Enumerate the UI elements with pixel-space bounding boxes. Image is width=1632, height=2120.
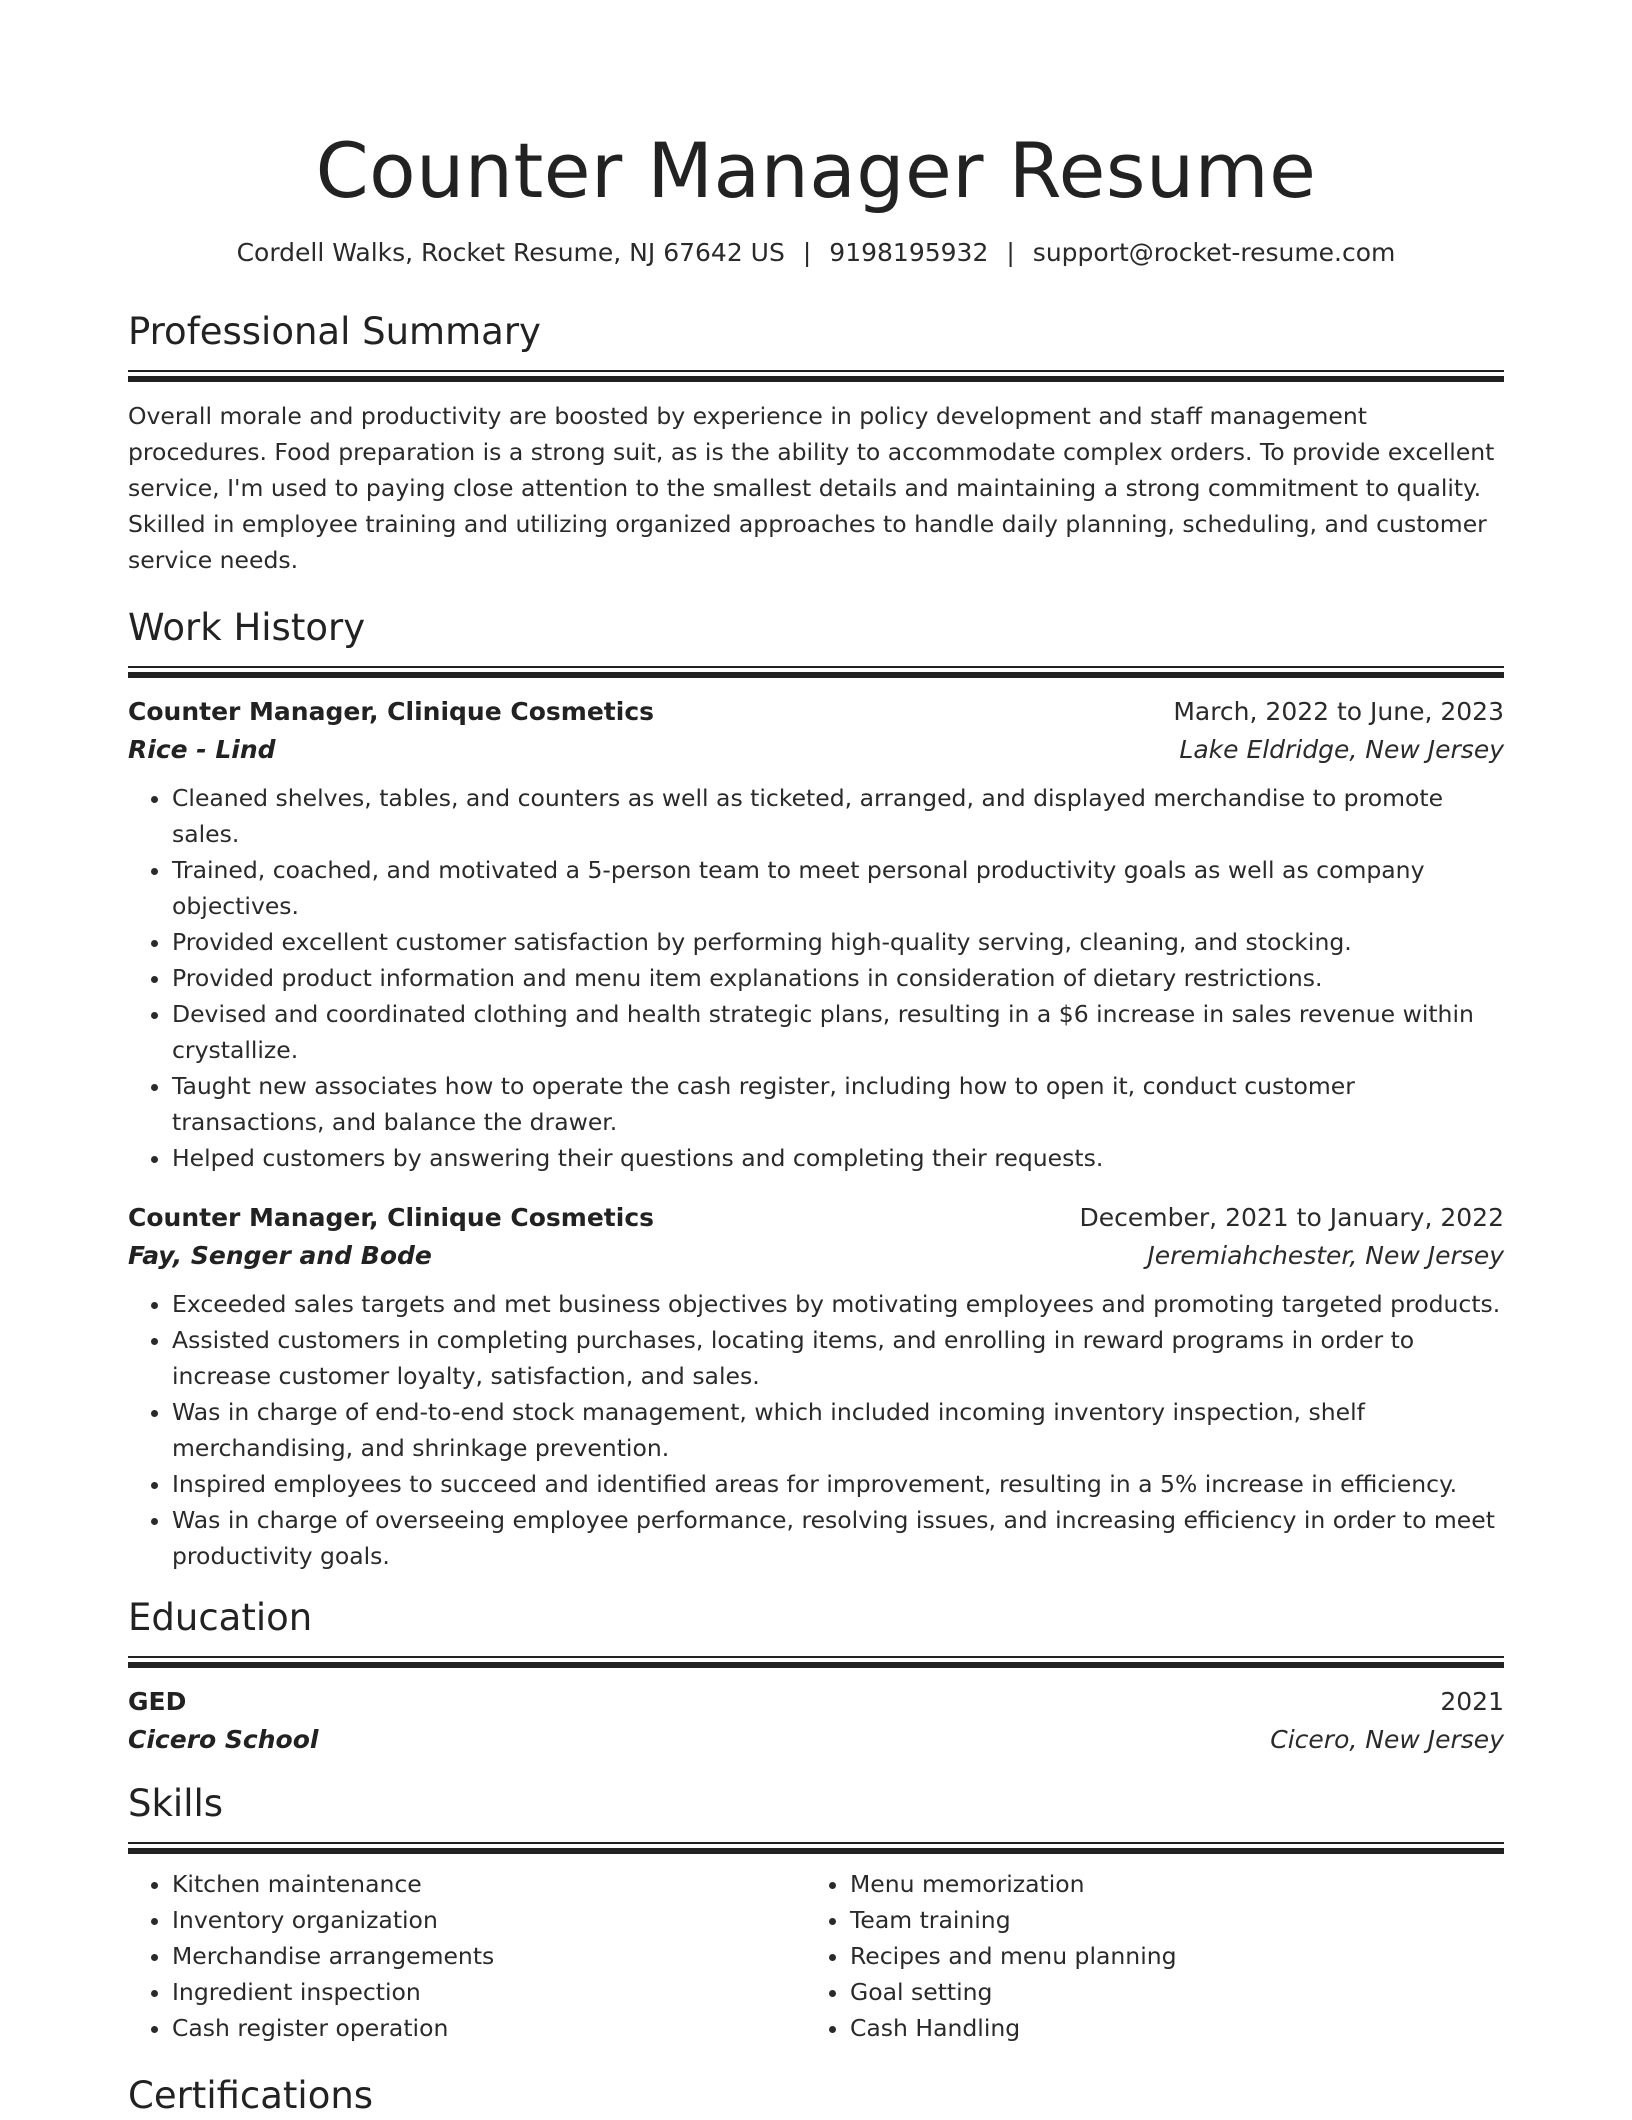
list-item: • Assisted customers in completing purchases, locating items, and enrolling in reward programs in order to increase customer loyalty, satisfaction, and sales. — [172, 1322, 1504, 1394]
skills-section — [128, 1780, 1504, 2046]
job-title: Counter Manager, Clinique Cosmetics — [128, 1203, 655, 1232]
job-dates: March, 2022 to June, 2023 — [1173, 697, 1504, 726]
contact-address: Cordell Walks, Rocket Resume, NJ 67642 US — [236, 238, 785, 267]
skills-grid — [128, 1866, 1504, 2046]
section-heading-education: Education — [128, 1596, 313, 1639]
job-header — [128, 1200, 1504, 1236]
skills-list-right — [806, 1866, 1484, 2046]
section-divider — [128, 1842, 1504, 1854]
certifications-section — [128, 2072, 1504, 2120]
list-item: • Exceeded sales targets and met business objectives by motivating employees and promoting targeted products. — [172, 1286, 1504, 1322]
education-year: 2021 — [1440, 1687, 1504, 1716]
skill-item: • Kitchen maintenance — [172, 1866, 806, 1902]
job-company: Rice - Lind — [128, 735, 276, 764]
job-bullets — [128, 780, 1504, 1176]
job-dates: December, 2021 to January, 2022 — [1079, 1203, 1504, 1232]
education-subheader — [128, 1720, 1504, 1760]
job-subheader — [128, 730, 1504, 770]
skill-item: • Ingredient inspection — [172, 1974, 806, 2010]
resume-page — [128, 0, 1504, 2120]
job-title: Counter Manager, Clinique Cosmetics — [128, 697, 655, 726]
skill-item: • Team training — [850, 1902, 1484, 1938]
skill-item: • Recipes and menu planning — [850, 1938, 1484, 1974]
skill-item: • Merchandise arrangements — [172, 1938, 806, 1974]
job-location: Jeremiahchester, New Jersey — [1147, 1241, 1504, 1270]
contact-separator: | — [802, 238, 812, 267]
list-item: • Was in charge of end-to-end stock management, which included incoming inventory inspection, shelf merchandising, and shrinkage prevention. — [172, 1394, 1504, 1466]
list-item: • Provided product information and menu item explanations in consideration of dietary restrictions. — [172, 960, 1504, 996]
contact-line — [128, 236, 1504, 270]
list-item: • Provided excellent customer satisfaction by performing high-quality serving, cleaning, and stocking. — [172, 924, 1504, 960]
job-bullets — [128, 1286, 1504, 1574]
section-divider — [128, 1656, 1504, 1668]
list-item: • Helped customers by answering their questions and completing their requests. — [172, 1140, 1504, 1176]
list-item: • Was in charge of overseeing employee performance, resolving issues, and increasing efficiency in order to meet productivity goals. — [172, 1502, 1504, 1574]
skill-item: • Inventory organization — [172, 1902, 806, 1938]
job-location: Lake Eldridge, New Jersey — [1179, 735, 1504, 764]
section-divider — [128, 666, 1504, 678]
work-section — [128, 604, 1504, 1574]
education-degree: GED — [128, 1687, 187, 1716]
section-heading-skills: Skills — [128, 1782, 224, 1825]
education-header — [128, 1684, 1504, 1720]
job-entry — [128, 1200, 1504, 1574]
section-heading-summary: Professional Summary — [128, 310, 541, 353]
job-entry — [128, 694, 1504, 1176]
list-item: • Trained, coached, and motivated a 5-person team to meet personal productivity goals as well as company objectives. — [172, 852, 1504, 924]
education-school: Cicero School — [128, 1725, 319, 1754]
section-heading-work: Work History — [128, 606, 366, 649]
job-header — [128, 694, 1504, 730]
skills-list-left — [128, 1866, 806, 2046]
skill-item: • Goal setting — [850, 1974, 1484, 2010]
resume-title: Counter Manager Resume — [315, 126, 1317, 215]
contact-separator: | — [1006, 238, 1015, 267]
job-subheader — [128, 1236, 1504, 1276]
list-item: • Inspired employees to succeed and identified areas for improvement, resulting in a 5% increase in efficiency. — [172, 1466, 1504, 1502]
contact-phone: 9198195932 — [829, 238, 989, 267]
job-company: Fay, Senger and Bode — [128, 1241, 432, 1270]
skill-item: • Cash register operation — [172, 2010, 806, 2046]
list-item: • Taught new associates how to operate the cash register, including how to open it, conduct customer transactions, and balance the drawer. — [172, 1068, 1504, 1140]
list-item: • Devised and coordinated clothing and health strategic plans, resulting in a $6 increase in sales revenue within crystallize. — [172, 996, 1504, 1068]
summary-text: Overall morale and productivity are boosted by experience in policy development and staff management procedures. Food preparation is a strong suit, as is the ability to accommodate complex orders. To provide excellent service, I'm used to paying close attention to the smallest details and maintaining a strong commitment to quality. Skilled in employee training and utilizing organized approaches to handle daily planning, scheduling, and customer service needs. — [128, 402, 1495, 574]
education-section — [128, 1594, 1504, 1760]
education-location: Cicero, New Jersey — [1270, 1725, 1504, 1754]
skill-item: • Cash Handling — [850, 2010, 1484, 2046]
section-heading-certifications: Certifications — [128, 2074, 374, 2117]
contact-email: support@rocket-resume.com — [1032, 238, 1396, 267]
skill-item: • Menu memorization — [850, 1866, 1484, 1902]
section-divider — [128, 370, 1504, 382]
list-item: • Cleaned shelves, tables, and counters as well as ticketed, arranged, and displayed merchandise to promote sales. — [172, 780, 1504, 852]
summary-section — [128, 308, 1504, 578]
